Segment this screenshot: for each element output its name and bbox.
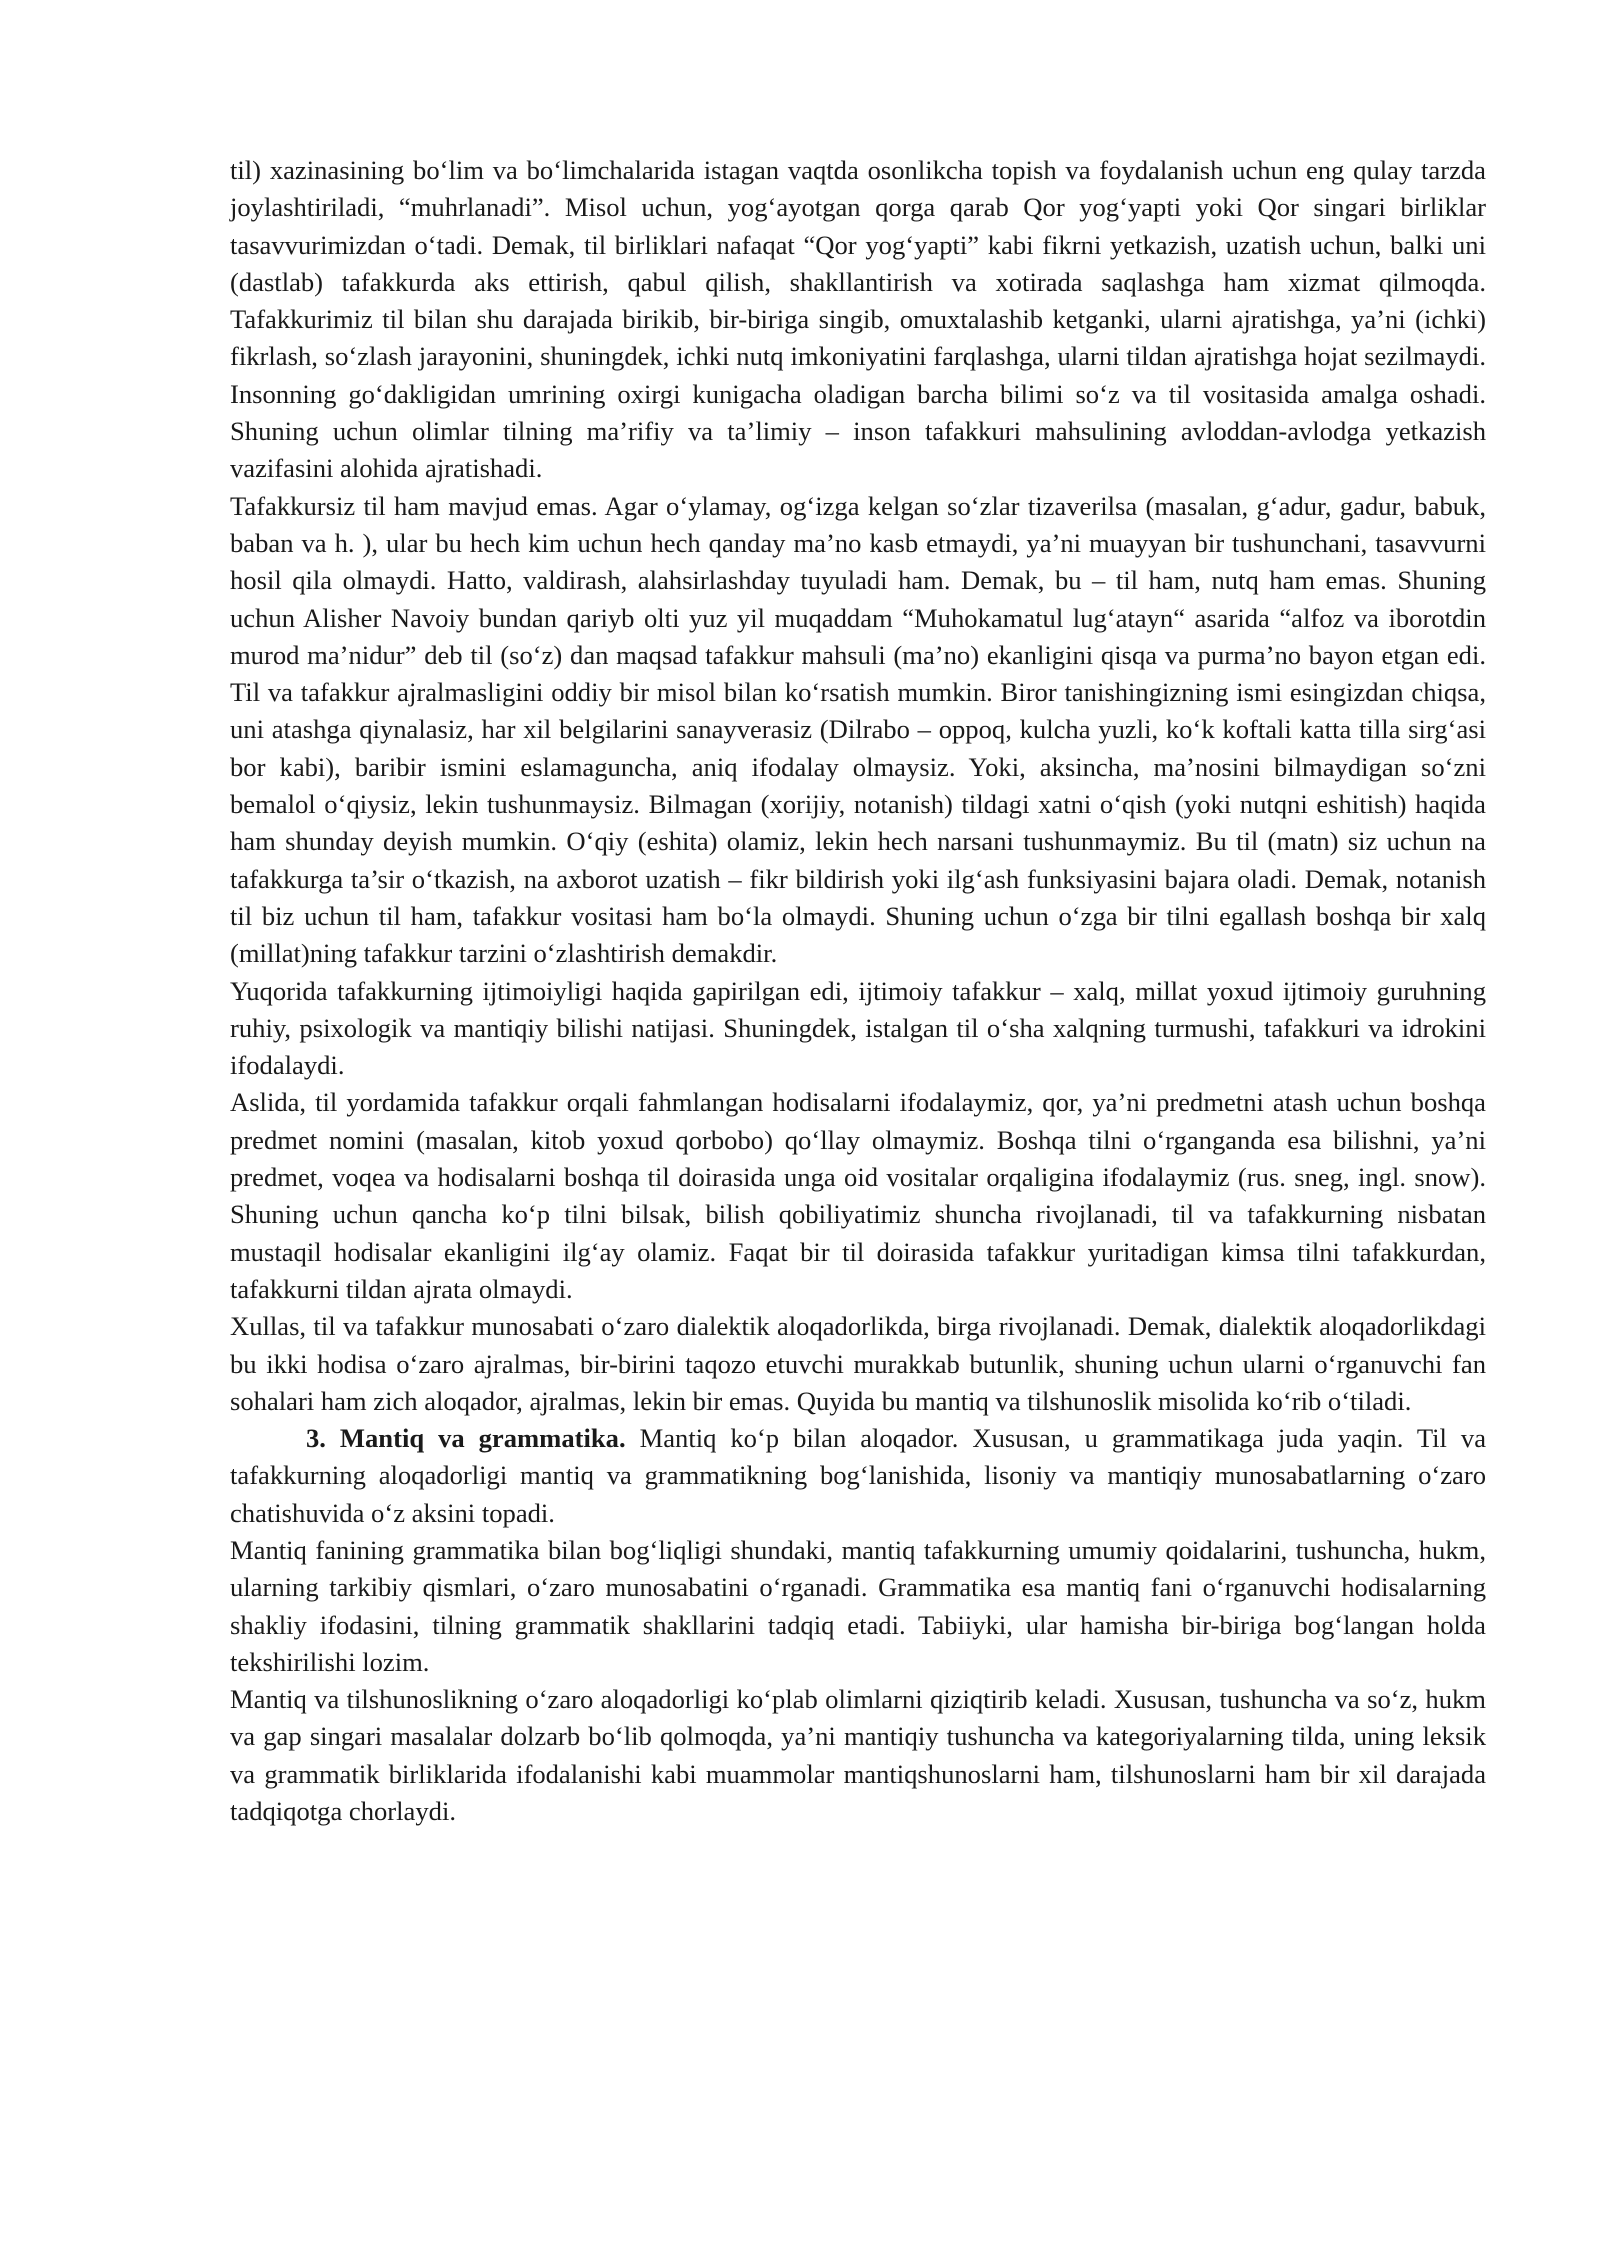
paragraph-logic-grammar-link: Mantiq fanining grammatika bilan bog‘liqligi shundaki, mantiq tafakkurning umumiy qoidalarini, tushuncha, hukm, ularning tarkibiy qismlari, o‘zaro munosabatini o‘rganadi. Grammatika esa mantiq fani o‘rganuvchi hodisalarning shakliy ifodasini, tilning grammatik shakllarini tadqiq etadi. Tabiiyki, ular hamisha bir-biriga bog‘langan holda tekshirilishi lozim. xyxy=(230,1534,1486,1677)
document-page xyxy=(230,152,1486,1830)
paragraph-conclusion: Xullas, til va tafakkur munosabati o‘zaro dialektik aloqadorlikda, birga rivojlanadi. Demak, dialektik aloqadorlikdagi bu ikki hodisa o‘zaro ajralmas, bir-birini taqozo etuvchi murakkab butunlik, shuning uchun ularni o‘rganuvchi fan sohalari ham zich aloqador, ajralmas, lekin bir emas. Quyida bu mantiq va tilshunoslik misolida ko‘rib o‘tiladi. xyxy=(230,1311,1486,1416)
paragraph-continuation: til) xazinasining bo‘lim va bo‘limchalarida istagan vaqtda osonlikcha topish va foydalanish uchun eng qulay tarzda joylashtiriladi, “muhrlanadi”. Misol uchun, yog‘ayotgan qorga qarab Qor yog‘yapti yoki Qor singari birliklar tasavvurimizdan o‘tadi. Demak, til birliklari nafaqat “Qor yog‘yapti” kabi fikrni yetkazish, uzatish uchun, balki uni (dastlab) tafakkurda aks ettirish, qabul qilish, shakllantirish va xotirada saqlashga ham xizmat qilmoqda. Tafakkurimiz til bilan shu darajada birikib, bir-biriga singib, omuxtalashib ketganki, ularni ajratishga, ya’ni (ichki) fikrlash, so‘zlash jarayonini, shuningdek, ichki nutq imkoniyatini farqlashga, ularni tildan ajratishga hojat sezilmaydi. Insonning go‘dakligidan umrining oxirgi kunigacha oladigan barcha bilimi so‘z va til vositasida amalga oshadi. Shuning uchun olimlar tilning ma’rifiy va ta’limiy – inson tafakkuri mahsulining avloddan-avlodga yetkazish vazifasini alohida ajratishadi. xyxy=(230,155,1486,484)
paragraph-naming-objects: Aslida, til yordamida tafakkur orqali fahmlangan hodisalarni ifodalaymiz, qor, ya’ni predmetni atash uchun boshqa predmet nomini (masalan, kitob yoxud qorbobo) qo‘llay olmaymiz. Boshqa tilni o‘rganganda esa bilishni, ya’ni predmet, voqea va hodisalarni boshqa til doirasida unga oid vositalar orqaligina ifodalaymiz (rus. sneg, ingl. snow). Shuning uchun qancha ko‘p tilni bilsak, bilish qobiliyatimiz shuncha rivojlanadi, til va tafakkurning nisbatan mustaqil hodisalar ekanligini ilg‘ay olamiz. Faqat bir til doirasida tafakkur yuritadigan kimsa tilni tafakkurdan, tafakkurni tildan ajrata olmaydi. xyxy=(230,1087,1486,1304)
paragraph-social-thinking: Yuqorida tafakkurning ijtimoiyligi haqida gapirilgan edi, ijtimoiy tafakkur – xalq, millat yoxud ijtimoiy guruhning ruhiy, psixologik va mantiqiy bilishi natijasi. Shuningdek, istalgan til o‘sha xalqning turmushi, tafakkuri va idrokini ifodalaydi. xyxy=(230,975,1486,1081)
paragraph-thinking-language: Tafakkursiz til ham mavjud emas. Agar o‘ylamay, og‘izga kelgan so‘zlar tizaverilsa (masalan, g‘adur, gadur, babuk, baban va h. ), ular bu hech kim uchun hech qanday ma’no kasb etmaydi, ya’ni muayyan bir tushunchani, tasavvurni hosil qila olmaydi. Hatto, valdirash, alahsirlashday tuyuladi ham. Demak, bu – til ham, nutq ham emas. Shuning uchun Alisher Navoiy bundan qariyb olti yuz yil muqaddam “Muhokamatul lug‘atayn“ asarida “alfoz va iborotdin murod ma’nidur” deb til (so‘z) dan maqsad tafakkur mahsuli (ma’no) ekanligini qisqa va purma’no bayon etgan edi. Til va tafakkur ajralmasligini oddiy bir misol bilan ko‘rsatish mumkin. Biror tanishingizning ismi esingizdan chiqsa, uni atashga qiynalasiz, har xil belgilarini sanayverasiz (Dilrabo – oppoq, kulcha yuzli, ko‘k koftali katta tilla sirg‘asi bor kabi), baribir ismini eslamaguncha, aniq ifodalay olmaysiz. Yoki, aksincha, ma’nosini bilmaydigan so‘zni bemalol o‘qiysiz, lekin tushunmaysiz. Bilmagan (xorijiy, notanish) tildagi xatni o‘qish (yoki nutqni eshitish) haqida ham shunday deyish mumkin. O‘qiy (eshita) olamiz, lekin hech narsani tushunmaymiz. Bu til (matn) siz uchun na tafakkurga ta’sir o‘tkazish, na axborot uzatish – fikr bildirish yoki ilg‘ash funksiyasini bajara oladi. Demak, notanish til biz uchun til ham, tafakkur vositasi ham bo‘la olmaydi. Shuning uchun o‘zga bir tilni egallash boshqa bir xalq (millat)ning tafakkur tarzini o‘zlashtirish demakdir. xyxy=(230,490,1486,969)
paragraph-logic-linguistics: Mantiq va tilshunoslikning o‘zaro aloqadorligi ko‘plab olimlarni qiziqtirib keladi. Xususan, tushuncha va so‘z, hukm va gap singari masalalar dolzarb bo‘lib qolmoqda, ya’ni mantiqiy tushuncha va kategoriyalarning tilda, uning leksik va grammatik birliklarida ifodalanishi kabi muammolar mantiqshunoslarni ham, tilshunoslarni ham bir xil darajada tadqiqotga chorlaydi. xyxy=(230,1684,1486,1827)
section-logic-grammar xyxy=(230,1420,1486,1532)
section-lead-text: Mantiq ko‘p bilan aloqador. Xususan, u grammatikaga juda yaqin. Til va tafakkurning aloqadorligi mantiq va grammatikning bog‘lanishida, lisoniy va mantiqiy munosabatlarning o‘zaro chatishuvida o‘z aksini topadi. xyxy=(230,1423,1486,1528)
section-heading: 3. Mantiq va grammatika. xyxy=(306,1423,626,1454)
